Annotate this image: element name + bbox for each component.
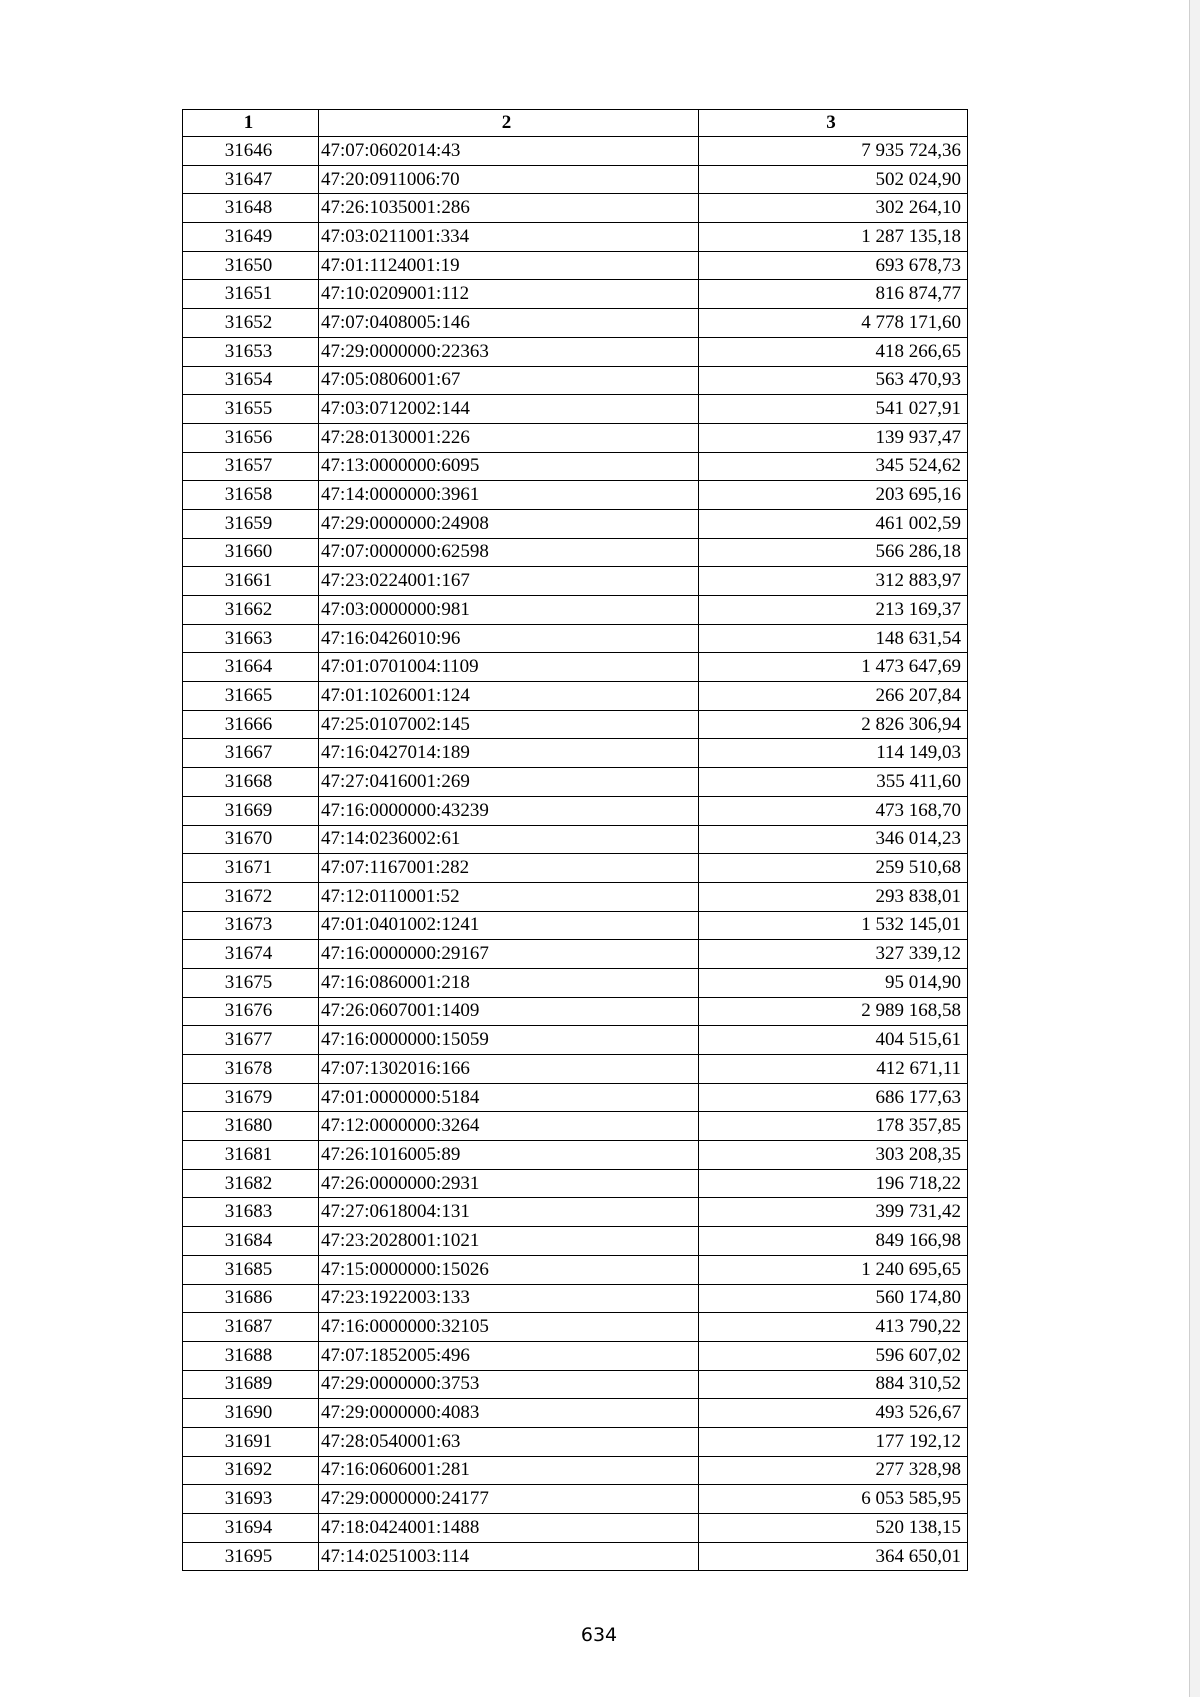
row-number-cell: 31673 bbox=[183, 911, 319, 940]
value-cell: 686 177,63 bbox=[699, 1083, 968, 1112]
row-number-cell: 31674 bbox=[183, 940, 319, 969]
row-number-cell: 31648 bbox=[183, 194, 319, 223]
row-number-cell: 31653 bbox=[183, 337, 319, 366]
row-number-cell: 31665 bbox=[183, 682, 319, 711]
cadastral-number-cell: 47:12:0000000:3264 bbox=[319, 1112, 699, 1141]
cadastral-number-cell: 47:27:0618004:131 bbox=[319, 1198, 699, 1227]
cadastral-number-cell: 47:16:0000000:32105 bbox=[319, 1313, 699, 1342]
row-number-cell: 31695 bbox=[183, 1542, 319, 1571]
row-number-cell: 31664 bbox=[183, 653, 319, 682]
cadastral-number-cell: 47:14:0000000:3961 bbox=[319, 481, 699, 510]
row-number-cell: 31683 bbox=[183, 1198, 319, 1227]
cadastre-table bbox=[182, 109, 968, 1571]
table-row bbox=[183, 1141, 968, 1170]
cadastral-number-cell: 47:20:0911006:70 bbox=[319, 165, 699, 194]
value-cell: 412 671,11 bbox=[699, 1055, 968, 1084]
cadastral-number-cell: 47:16:0427014:189 bbox=[319, 739, 699, 768]
row-number-cell: 31682 bbox=[183, 1169, 319, 1198]
cadastral-number-cell: 47:05:0806001:67 bbox=[319, 366, 699, 395]
value-cell: 213 169,37 bbox=[699, 596, 968, 625]
row-number-cell: 31689 bbox=[183, 1370, 319, 1399]
value-cell: 266 207,84 bbox=[699, 682, 968, 711]
page-edge bbox=[1189, 0, 1200, 1697]
cadastral-number-cell: 47:07:1167001:282 bbox=[319, 854, 699, 883]
value-cell: 566 286,18 bbox=[699, 538, 968, 567]
row-number-cell: 31651 bbox=[183, 280, 319, 309]
value-cell: 114 149,03 bbox=[699, 739, 968, 768]
table-row bbox=[183, 1542, 968, 1571]
cadastral-number-cell: 47:16:0426010:96 bbox=[319, 624, 699, 653]
cadastral-number-cell: 47:14:0251003:114 bbox=[319, 1542, 699, 1571]
value-cell: 2 826 306,94 bbox=[699, 710, 968, 739]
row-number-cell: 31675 bbox=[183, 968, 319, 997]
table-row bbox=[183, 1026, 968, 1055]
column-header-2: 2 bbox=[319, 110, 699, 137]
value-cell: 346 014,23 bbox=[699, 825, 968, 854]
cadastral-number-cell: 47:01:0701004:1109 bbox=[319, 653, 699, 682]
cadastral-number-cell: 47:01:0000000:5184 bbox=[319, 1083, 699, 1112]
table-row bbox=[183, 1227, 968, 1256]
row-number-cell: 31676 bbox=[183, 997, 319, 1026]
table-row bbox=[183, 337, 968, 366]
row-number-cell: 31681 bbox=[183, 1141, 319, 1170]
value-cell: 312 883,97 bbox=[699, 567, 968, 596]
table-row bbox=[183, 739, 968, 768]
cadastral-number-cell: 47:28:0130001:226 bbox=[319, 423, 699, 452]
table-row bbox=[183, 882, 968, 911]
value-cell: 399 731,42 bbox=[699, 1198, 968, 1227]
value-cell: 502 024,90 bbox=[699, 165, 968, 194]
row-number-cell: 31693 bbox=[183, 1485, 319, 1514]
table-row bbox=[183, 1284, 968, 1313]
value-cell: 364 650,01 bbox=[699, 1542, 968, 1571]
table-row bbox=[183, 1456, 968, 1485]
row-number-cell: 31692 bbox=[183, 1456, 319, 1485]
value-cell: 177 192,12 bbox=[699, 1427, 968, 1456]
table-row bbox=[183, 940, 968, 969]
table-row bbox=[183, 1313, 968, 1342]
table-row bbox=[183, 137, 968, 166]
row-number-cell: 31655 bbox=[183, 395, 319, 424]
row-number-cell: 31650 bbox=[183, 251, 319, 280]
table-row bbox=[183, 1255, 968, 1284]
cadastral-number-cell: 47:03:0712002:144 bbox=[319, 395, 699, 424]
value-cell: 148 631,54 bbox=[699, 624, 968, 653]
table-row bbox=[183, 1169, 968, 1198]
cadastral-number-cell: 47:26:0000000:2931 bbox=[319, 1169, 699, 1198]
row-number-cell: 31654 bbox=[183, 366, 319, 395]
table-row bbox=[183, 854, 968, 883]
value-cell: 596 607,02 bbox=[699, 1341, 968, 1370]
table-header-row bbox=[183, 110, 968, 137]
cadastral-number-cell: 47:29:0000000:4083 bbox=[319, 1399, 699, 1428]
row-number-cell: 31690 bbox=[183, 1399, 319, 1428]
table-row bbox=[183, 682, 968, 711]
column-header-1: 1 bbox=[183, 110, 319, 137]
row-number-cell: 31667 bbox=[183, 739, 319, 768]
row-number-cell: 31679 bbox=[183, 1083, 319, 1112]
table-row bbox=[183, 710, 968, 739]
table-row bbox=[183, 567, 968, 596]
cadastral-number-cell: 47:13:0000000:6095 bbox=[319, 452, 699, 481]
value-cell: 1 287 135,18 bbox=[699, 223, 968, 252]
row-number-cell: 31678 bbox=[183, 1055, 319, 1084]
value-cell: 413 790,22 bbox=[699, 1313, 968, 1342]
table-row bbox=[183, 1485, 968, 1514]
value-cell: 355 411,60 bbox=[699, 768, 968, 797]
cadastral-number-cell: 47:25:0107002:145 bbox=[319, 710, 699, 739]
value-cell: 259 510,68 bbox=[699, 854, 968, 883]
cadastral-number-cell: 47:10:0209001:112 bbox=[319, 280, 699, 309]
cadastral-number-cell: 47:23:1922003:133 bbox=[319, 1284, 699, 1313]
value-cell: 884 310,52 bbox=[699, 1370, 968, 1399]
cadastral-number-cell: 47:07:1852005:496 bbox=[319, 1341, 699, 1370]
table-row bbox=[183, 997, 968, 1026]
cadastral-number-cell: 47:29:0000000:22363 bbox=[319, 337, 699, 366]
cadastral-number-cell: 47:27:0416001:269 bbox=[319, 768, 699, 797]
value-cell: 303 208,35 bbox=[699, 1141, 968, 1170]
value-cell: 563 470,93 bbox=[699, 366, 968, 395]
row-number-cell: 31649 bbox=[183, 223, 319, 252]
row-number-cell: 31686 bbox=[183, 1284, 319, 1313]
value-cell: 95 014,90 bbox=[699, 968, 968, 997]
cadastral-number-cell: 47:07:0000000:62598 bbox=[319, 538, 699, 567]
value-cell: 1 240 695,65 bbox=[699, 1255, 968, 1284]
cadastral-number-cell: 47:23:2028001:1021 bbox=[319, 1227, 699, 1256]
table-row bbox=[183, 251, 968, 280]
row-number-cell: 31652 bbox=[183, 309, 319, 338]
row-number-cell: 31668 bbox=[183, 768, 319, 797]
row-number-cell: 31661 bbox=[183, 567, 319, 596]
table-row bbox=[183, 1112, 968, 1141]
row-number-cell: 31647 bbox=[183, 165, 319, 194]
value-cell: 493 526,67 bbox=[699, 1399, 968, 1428]
row-number-cell: 31694 bbox=[183, 1514, 319, 1543]
row-number-cell: 31684 bbox=[183, 1227, 319, 1256]
cadastral-number-cell: 47:01:1124001:19 bbox=[319, 251, 699, 280]
row-number-cell: 31662 bbox=[183, 596, 319, 625]
table-row bbox=[183, 280, 968, 309]
row-number-cell: 31657 bbox=[183, 452, 319, 481]
cadastral-number-cell: 47:29:0000000:3753 bbox=[319, 1370, 699, 1399]
table-row bbox=[183, 165, 968, 194]
row-number-cell: 31669 bbox=[183, 796, 319, 825]
value-cell: 461 002,59 bbox=[699, 509, 968, 538]
table-body bbox=[183, 137, 968, 1571]
row-number-cell: 31646 bbox=[183, 137, 319, 166]
cadastral-number-cell: 47:15:0000000:15026 bbox=[319, 1255, 699, 1284]
row-number-cell: 31672 bbox=[183, 882, 319, 911]
row-number-cell: 31670 bbox=[183, 825, 319, 854]
value-cell: 473 168,70 bbox=[699, 796, 968, 825]
value-cell: 693 678,73 bbox=[699, 251, 968, 280]
value-cell: 277 328,98 bbox=[699, 1456, 968, 1485]
cadastral-number-cell: 47:16:0000000:29167 bbox=[319, 940, 699, 969]
table-row bbox=[183, 395, 968, 424]
cadastral-number-cell: 47:07:0408005:146 bbox=[319, 309, 699, 338]
value-cell: 404 515,61 bbox=[699, 1026, 968, 1055]
value-cell: 520 138,15 bbox=[699, 1514, 968, 1543]
value-cell: 2 989 168,58 bbox=[699, 997, 968, 1026]
cadastral-number-cell: 47:16:0606001:281 bbox=[319, 1456, 699, 1485]
cadastral-number-cell: 47:12:0110001:52 bbox=[319, 882, 699, 911]
cadastral-number-cell: 47:23:0224001:167 bbox=[319, 567, 699, 596]
value-cell: 816 874,77 bbox=[699, 280, 968, 309]
cadastral-number-cell: 47:26:1035001:286 bbox=[319, 194, 699, 223]
value-cell: 178 357,85 bbox=[699, 1112, 968, 1141]
value-cell: 7 935 724,36 bbox=[699, 137, 968, 166]
column-header-3: 3 bbox=[699, 110, 968, 137]
value-cell: 560 174,80 bbox=[699, 1284, 968, 1313]
cadastral-number-cell: 47:29:0000000:24177 bbox=[319, 1485, 699, 1514]
cadastral-number-cell: 47:07:1302016:166 bbox=[319, 1055, 699, 1084]
value-cell: 1 532 145,01 bbox=[699, 911, 968, 940]
value-cell: 327 339,12 bbox=[699, 940, 968, 969]
row-number-cell: 31660 bbox=[183, 538, 319, 567]
cadastral-number-cell: 47:07:0602014:43 bbox=[319, 137, 699, 166]
table-row bbox=[183, 968, 968, 997]
table-row bbox=[183, 1198, 968, 1227]
table-row bbox=[183, 768, 968, 797]
value-cell: 196 718,22 bbox=[699, 1169, 968, 1198]
table-row bbox=[183, 452, 968, 481]
value-cell: 849 166,98 bbox=[699, 1227, 968, 1256]
cadastral-number-cell: 47:01:1026001:124 bbox=[319, 682, 699, 711]
row-number-cell: 31656 bbox=[183, 423, 319, 452]
table-row bbox=[183, 309, 968, 338]
table-row bbox=[183, 1055, 968, 1084]
value-cell: 1 473 647,69 bbox=[699, 653, 968, 682]
row-number-cell: 31659 bbox=[183, 509, 319, 538]
value-cell: 6 053 585,95 bbox=[699, 1485, 968, 1514]
cadastral-number-cell: 47:26:1016005:89 bbox=[319, 1141, 699, 1170]
table-row bbox=[183, 1514, 968, 1543]
table-row bbox=[183, 911, 968, 940]
value-cell: 541 027,91 bbox=[699, 395, 968, 424]
row-number-cell: 31666 bbox=[183, 710, 319, 739]
row-number-cell: 31677 bbox=[183, 1026, 319, 1055]
value-cell: 293 838,01 bbox=[699, 882, 968, 911]
cadastral-number-cell: 47:16:0860001:218 bbox=[319, 968, 699, 997]
row-number-cell: 31680 bbox=[183, 1112, 319, 1141]
row-number-cell: 31687 bbox=[183, 1313, 319, 1342]
table-row bbox=[183, 366, 968, 395]
table-row bbox=[183, 423, 968, 452]
cadastral-number-cell: 47:01:0401002:1241 bbox=[319, 911, 699, 940]
value-cell: 203 695,16 bbox=[699, 481, 968, 510]
value-cell: 4 778 171,60 bbox=[699, 309, 968, 338]
cadastral-number-cell: 47:14:0236002:61 bbox=[319, 825, 699, 854]
table-row bbox=[183, 481, 968, 510]
cadastral-number-cell: 47:03:0000000:981 bbox=[319, 596, 699, 625]
value-cell: 418 266,65 bbox=[699, 337, 968, 366]
table-row bbox=[183, 538, 968, 567]
table-row bbox=[183, 624, 968, 653]
table-row bbox=[183, 825, 968, 854]
table-row bbox=[183, 223, 968, 252]
value-cell: 302 264,10 bbox=[699, 194, 968, 223]
table-row bbox=[183, 653, 968, 682]
cadastral-number-cell: 47:28:0540001:63 bbox=[319, 1427, 699, 1456]
table-row bbox=[183, 1341, 968, 1370]
value-cell: 345 524,62 bbox=[699, 452, 968, 481]
table-row bbox=[183, 1427, 968, 1456]
value-cell: 139 937,47 bbox=[699, 423, 968, 452]
cadastral-number-cell: 47:03:0211001:334 bbox=[319, 223, 699, 252]
table-row bbox=[183, 194, 968, 223]
row-number-cell: 31688 bbox=[183, 1341, 319, 1370]
row-number-cell: 31691 bbox=[183, 1427, 319, 1456]
row-number-cell: 31658 bbox=[183, 481, 319, 510]
row-number-cell: 31685 bbox=[183, 1255, 319, 1284]
cadastral-number-cell: 47:29:0000000:24908 bbox=[319, 509, 699, 538]
table-row bbox=[183, 596, 968, 625]
cadastral-number-cell: 47:16:0000000:43239 bbox=[319, 796, 699, 825]
table-row bbox=[183, 1399, 968, 1428]
row-number-cell: 31671 bbox=[183, 854, 319, 883]
row-number-cell: 31663 bbox=[183, 624, 319, 653]
table-row bbox=[183, 1083, 968, 1112]
page-number: 634 bbox=[580, 1624, 618, 1646]
cadastral-number-cell: 47:26:0607001:1409 bbox=[319, 997, 699, 1026]
table-row bbox=[183, 509, 968, 538]
table-row bbox=[183, 796, 968, 825]
cadastral-number-cell: 47:16:0000000:15059 bbox=[319, 1026, 699, 1055]
cadastral-number-cell: 47:18:0424001:1488 bbox=[319, 1514, 699, 1543]
table-row bbox=[183, 1370, 968, 1399]
